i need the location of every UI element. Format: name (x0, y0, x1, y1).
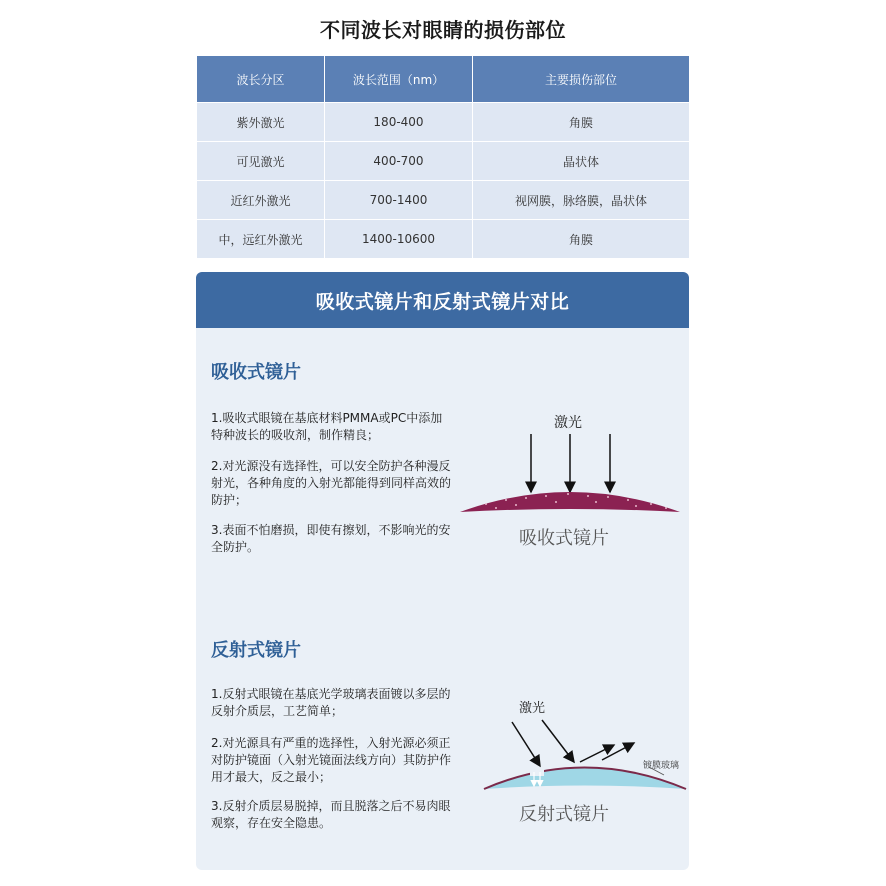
reflect-diagram-caption: 反射式镜片 (519, 804, 609, 825)
panel-title: 吸收式镜片和反射式镜片对比 (196, 272, 689, 328)
cell-band: 可见激光 (197, 142, 325, 181)
reflect-point-1: 1.反射式眼镜在基底光学玻璃表面镀以多层的反射介质层，工艺简单； (211, 687, 451, 718)
reflect-section-title: 反射式镜片 (211, 640, 301, 661)
absorb-point-2: 2.对光源没有选择性，可以安全防护各种漫反射光，各种角度的入射光都能得到同样高效的防护； (211, 459, 452, 507)
reflect-point-2: 2.对光源具有严重的选择性，入射光源必须正对防护镜面（入射光镜面法线方向）其防护作用才最大，反之最小； (211, 736, 452, 784)
coating-label: 镀膜玻璃 (643, 761, 680, 771)
table-row (197, 181, 690, 220)
cell-range: 1400-10600 (325, 220, 473, 259)
column-header-band: 波长分区 (197, 56, 325, 103)
coating-leader-line (649, 767, 664, 775)
reflect-point-3: 3.反射介质层易脱掉，而且脱落之后不易肉眼观察，存在安全隐患。 (211, 799, 451, 830)
column-header-damage: 主要损伤部位 (473, 56, 690, 103)
cell-damage: 晶状体 (473, 142, 690, 181)
reflect-laser-arrow (512, 722, 540, 766)
lens-comparison-panel (196, 272, 689, 870)
page-title: 不同波长对眼睛的损伤部位 (320, 18, 566, 42)
cell-range: 180-400 (325, 103, 473, 142)
reflect-laser-label: 激光 (519, 701, 546, 716)
coating-gap (530, 768, 544, 776)
cell-range: 700-1400 (325, 181, 473, 220)
column-header-range: 波长范围（nm） (325, 56, 473, 103)
reflected-arrow (580, 745, 614, 762)
reflect-laser-arrow (542, 720, 574, 762)
table-row (197, 220, 690, 259)
reflected-arrow (602, 743, 634, 760)
absorb-point-3: 3.表面不怕磨损，即使有擦划，不影响光的安全防护。 (211, 523, 451, 554)
cell-band: 紫外激光 (197, 103, 325, 142)
cell-damage: 角膜 (473, 220, 690, 259)
cell-range: 400-700 (325, 142, 473, 181)
table-row (197, 142, 690, 181)
cell-band: 中，远红外激光 (197, 220, 325, 259)
absorb-point-1: 1.吸收式眼镜在基底材料PMMA或PC中添加特种波长的吸收剂，制作精良； (211, 411, 443, 442)
cell-damage: 角膜 (473, 103, 690, 142)
absorb-diagram-caption: 吸收式镜片 (519, 528, 609, 549)
absorb-section-title: 吸收式镜片 (211, 362, 301, 383)
table-row (197, 103, 690, 142)
cell-damage: 视网膜，脉络膜，晶状体 (473, 181, 690, 220)
absorb-laser-label: 激光 (554, 415, 582, 431)
wavelength-damage-table (196, 55, 690, 259)
cell-band: 近红外激光 (197, 181, 325, 220)
table-header-row (197, 56, 690, 103)
reflect-lens-diagram (196, 272, 689, 870)
